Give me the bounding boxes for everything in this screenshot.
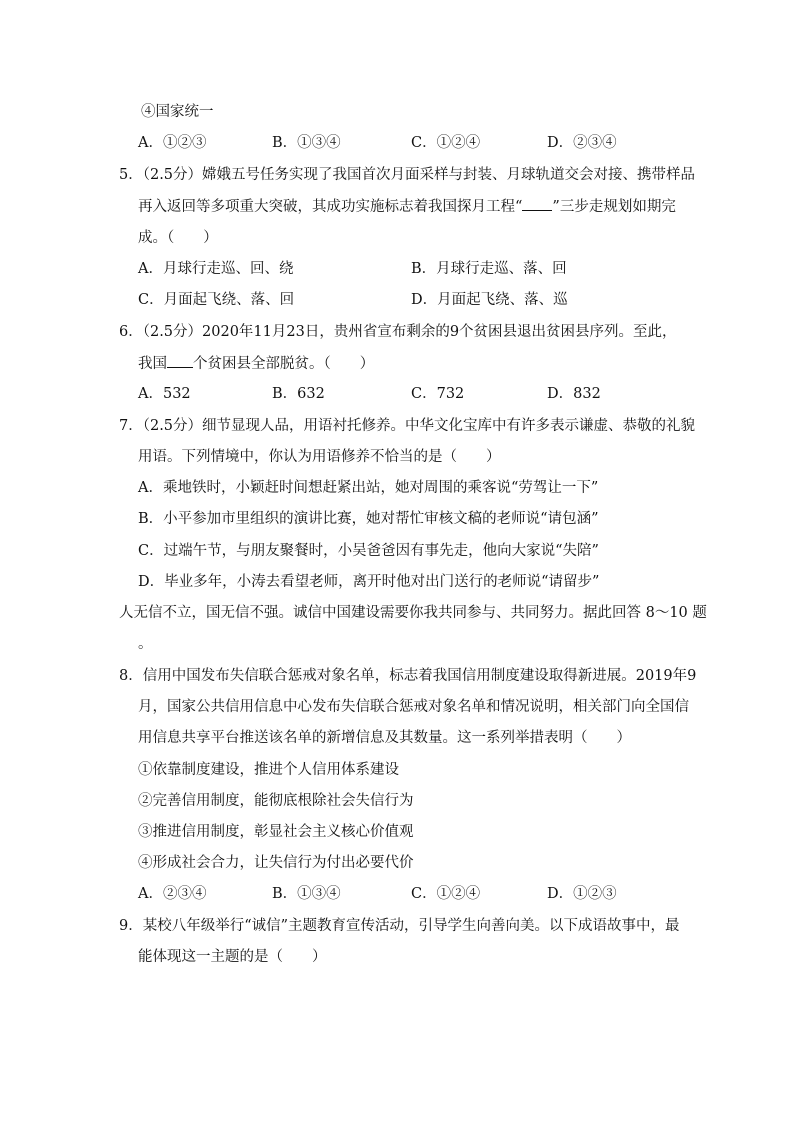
q8-option-c: C．①②④: [411, 886, 481, 902]
q8-option-b: B．①③④: [272, 886, 341, 902]
q8-option-d: D．①②③: [547, 886, 617, 902]
q9-stem-line-2: 能体现这一主题的是（ ）: [138, 949, 327, 965]
q7-stem-line-2: 用语。下列情境中，你认为用语修养不恰当的是（ ）: [138, 449, 501, 465]
q6-stem-line-2: [138, 353, 374, 373]
q5-option-c: C．月面起飞绕、落、回: [138, 292, 295, 308]
q7-stem-line-1: 7．（2.5分）细节显现人品，用语衬托修养。中华文化宝库中有许多表示谦虚、恭敬的礼貌: [119, 418, 696, 434]
q6-option-a: A．532: [138, 386, 191, 402]
q5-option-a: A．月球行走巡、回、绕: [138, 261, 294, 277]
q5-stem-line-3: 成。（ ）: [138, 230, 218, 246]
q6-stem-line-2-post: 个贫困县全部脱贫。（ ）: [193, 356, 375, 372]
q8-item-1: ①依靠制度建设，推进个人信用体系建设: [138, 762, 399, 778]
q8-stem-line-1: 8．信用中国发布失信联合惩戒对象名单，标志着我国信用制度建设取得新进展。2019年9: [119, 668, 697, 684]
q8-item-2: ②完善信用制度，能彻底根除社会失信行为: [138, 793, 414, 809]
q4-option-a: A．①②③: [138, 135, 207, 151]
q4-option-b: B．①③④: [272, 135, 341, 151]
q5-stem-line-1: 5．（2.5分）嫦娥五号任务实现了我国首次月面采样与封装、月球轨道交会对接、携带样品: [119, 167, 696, 183]
q8-item-3: ③推进信用制度，彰显社会主义核心价值观: [138, 824, 414, 840]
q5-option-d: D．月面起飞绕、落、巡: [411, 292, 568, 308]
q5-stem-line-2: [138, 196, 676, 216]
q4-option-c: C．①②④: [411, 135, 481, 151]
q7-option-b: B．小平参加市里组织的演讲比赛，她对帮忙审核文稿的老师说“请包涵”: [138, 511, 599, 527]
q5-stem-line-2-pre: 再入返回等多项重大突破，其成功实施标志着我国探月工程“: [138, 199, 523, 215]
q7-option-d: D．毕业多年，小涛去看望老师，离开时他对出门送行的老师说“请留步”: [138, 574, 600, 590]
q6-stem-line-2-pre: 我国: [138, 356, 167, 372]
q6-option-d: D．832: [547, 386, 601, 402]
q7-option-a: A．乘地铁时，小颖赶时间想赶紧出站，她对周围的乘客说“劳驾让一下”: [138, 480, 599, 496]
q7-option-c: C．过端午节，与朋友聚餐时，小吴爸爸因有事先走，他向大家说“失陪”: [138, 543, 599, 559]
q5-option-b: B．月球行走巡、落、回: [411, 261, 567, 277]
passage-line-2: 。: [138, 636, 153, 652]
q5-stem-line-2-post: ”三步走规划如期完: [552, 199, 676, 215]
q9-stem-line-1: 9．某校八年级举行“诚信”主题教育宣传活动，引导学生向善向美。以下成语故事中，最: [119, 918, 680, 934]
q8-stem-line-2: 月，国家公共信用信息中心发布失信联合惩戒对象名单和情况说明，相关部门向全国信: [138, 699, 689, 715]
q6-stem-line-1: 6．（2.5分）2020年11月23日，贵州省宣布剩余的9个贫困县退出贫困县序列。至此，: [119, 324, 677, 340]
q8-stem-line-3: 用信息共享平台推送该名单的新增信息及其数量。这一系列举措表明（ ）: [138, 730, 631, 746]
q8-option-a: A．②③④: [138, 886, 207, 902]
q6-answer-blank: [167, 353, 193, 368]
q5-answer-blank: [522, 196, 552, 211]
passage-line-1: 人无信不立，国无信不强。诚信中国建设需要你我共同参与、共同努力。据此回答 8～10 题: [119, 605, 707, 621]
q8-item-4: ④形成社会合力，让失信行为付出必要代价: [138, 855, 414, 871]
q6-option-c: C．732: [411, 386, 465, 402]
q6-option-b: B．632: [272, 386, 325, 402]
q4-option-d: D．②③④: [547, 135, 617, 151]
q4-item-4: ④国家统一: [141, 104, 214, 120]
